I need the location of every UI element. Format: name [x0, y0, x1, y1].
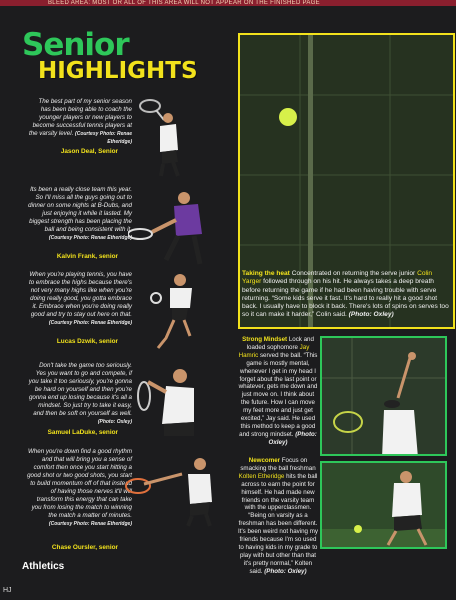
- photo-credit: (Photo: Oxley): [348, 311, 394, 319]
- title-highlights: HIGHLIGHTS: [38, 58, 198, 84]
- kolten-etheridge-image: [322, 463, 447, 549]
- folio: HJ: [3, 587, 12, 594]
- photo-kolten-etheridge: [320, 461, 447, 549]
- jay-hamric-serve-image: [322, 338, 447, 456]
- caption-player: Jay Hamric: [238, 343, 310, 359]
- quote-name-jason-deal: Jason Deal, Senior: [60, 148, 118, 155]
- quote-chase-oursler: [26, 448, 132, 528]
- bleed-area-banner: BLEED AREA: MOST OR ALL OF THIS AREA WILL NOT APPEAR ON THE FINISHED PAGE: [0, 0, 456, 6]
- caption-player: Colin Yarger: [242, 270, 433, 286]
- player-photo-jason-deal: [138, 96, 192, 178]
- caption-headline: Strong Mindset: [242, 336, 288, 343]
- caption-text: followed through on his hit. He always takes a deep breath before returning the game if he had been having trouble with serve returning. “Some kids serve it fast. It's hard to really hit a good shot back. I usually have to block it back. There's lots of spins on serves too so it can make it harder,” Colin said.: [242, 278, 449, 319]
- player-photo-samuel-laduke: [136, 362, 198, 438]
- caption-text: Lock and loaded sophomore: [246, 336, 314, 351]
- caption-text: hits the ball across to earn the point for himself. He had made new friends on the varsity team with the upperclassmen. “Being on varsity as a freshman has been different. It's been weird not having my friends because I'm so used to having kids in my grade to play with but other than that it's pretty normal,” Kolten said.: [238, 472, 318, 575]
- photo-credit: (Photo: Oxley): [264, 567, 307, 575]
- photo-jay-hamric: [320, 336, 447, 456]
- quote-name-kalvin-frank: Kalvin Frank, senior: [56, 253, 118, 260]
- photo-credit: (Courtesy Photo: Renae Etheridge): [48, 320, 132, 326]
- caption-headline: Taking the heat: [242, 270, 290, 277]
- photo-credit: (Photo: Oxley): [268, 430, 317, 446]
- quote-lucas-dzwik: [28, 271, 132, 327]
- caption-newcomer: [238, 457, 318, 576]
- photo-credit: (Courtesy Photo: Renae Etheridge): [48, 235, 132, 241]
- player-photo-lucas-dzwik: [150, 272, 198, 352]
- player-photo-chase-oursler: [124, 456, 216, 528]
- caption-text: Concentrated on returning the serve junior: [289, 270, 418, 277]
- quote-text: Its been a really close team this year. So I'll miss all the guys going out to dinner on some nights at B-Dubs, and just enjoying it while it lasted. My biggest strength has been placing the ball and being consistent with it.: [28, 186, 132, 233]
- quote-name-lucas-dzwik: Lucas Dzwik, senior: [56, 338, 118, 345]
- quote-text: The best part of my senior season has been being able to coach the younger players or new players to become successful tennis players at the varsity level.: [28, 98, 132, 137]
- main-photo-caption: [242, 270, 450, 320]
- quote-name-chase-oursler: Chase Oursler, senior: [51, 544, 118, 551]
- quote-kalvin-frank: [28, 186, 132, 242]
- quote-name-samuel-laduke: Samuel LaDuke, senior: [47, 429, 118, 436]
- tennis-ball-icon: [279, 108, 297, 126]
- quote-jason-deal: [28, 98, 132, 146]
- caption-text: served the ball. “This game is mostly mental, whenever I get in my head I forget about the last point or whatever, gets me down and just move on. I think about the future. How I can move my feet more and just get excited,” Jay said. He used this method to keep a good and strong mindset.: [238, 351, 318, 438]
- caption-text: Focus on smacking the ball freshman: [240, 457, 316, 472]
- caption-headline: Newcomer: [248, 457, 281, 464]
- caption-player: Kolten Etheridge: [238, 472, 285, 480]
- quote-text: When you're playing tennis, you have to embrace the highs because there's not very many highs like when you're doing really good, you gotta embrace it. Embrace when you're doing really good and try to stay out here on that.: [29, 271, 132, 318]
- photo-credit: (Courtesy Photo: Renae Etheridge): [75, 131, 132, 145]
- title-senior: Senior: [22, 27, 129, 63]
- caption-strong-mindset: [238, 336, 318, 447]
- section-label: Athletics: [22, 561, 65, 572]
- photo-credit: (Photo: Oxley): [97, 419, 132, 425]
- quote-text: When you're down find a good rhythm and that will bring you a sense of comfort then once you start hitting a good shot or two good shots, you start to build momentum off of that instead of having those nerves it'll will transform this energy that can take you from losing the match to winning the match a matter of minutes.: [27, 448, 132, 519]
- quote-samuel-laduke: [28, 362, 132, 426]
- quote-text: Don't take the game too seriously. Yes you want to go and compete, if you take it too seriously, you're gonna be hard on yourself and then you're gonna end up losing because it's all a mindset. So just try to take it easy, and then be soft on yourself as well.: [28, 362, 132, 417]
- photo-credit: (Courtesy Photo: Renae Etheridge): [48, 521, 132, 527]
- player-photo-kalvin-frank: [128, 190, 212, 268]
